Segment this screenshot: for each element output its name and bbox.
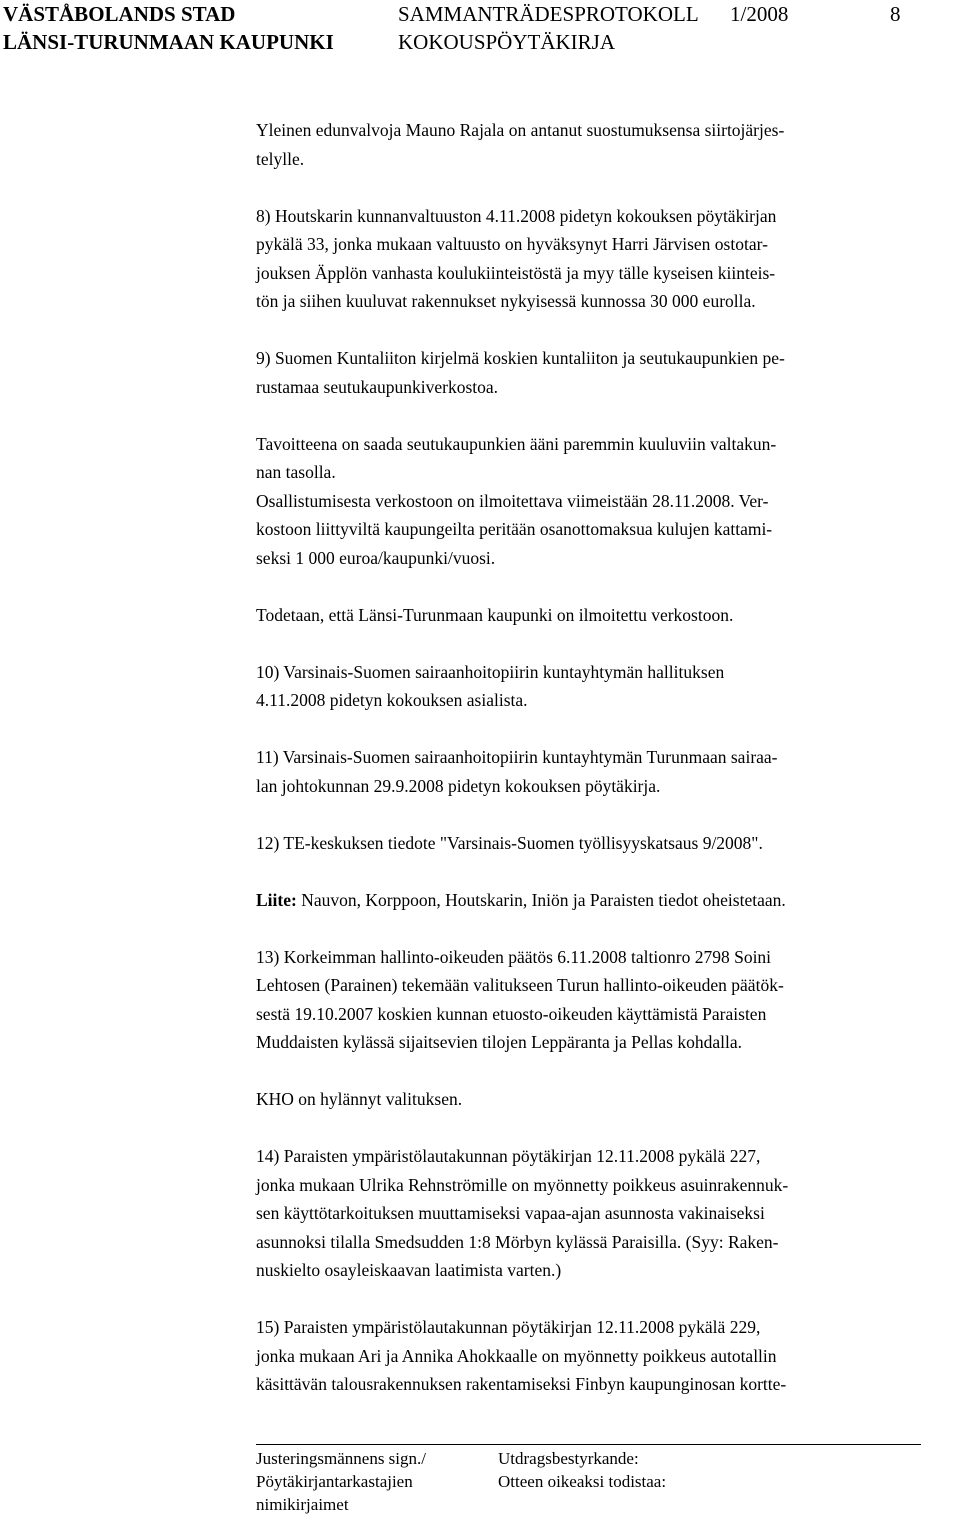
paragraph: 11) Varsinais-Suomen sairaanhoitopiirin kuntayhtymän Turunmaan sairaa- lan johtokunnan 29.9.2008 pidetyn kokouksen pöytäkirja.	[256, 747, 778, 796]
paragraph: Todetaan, että Länsi-Turunmaan kaupunki on ilmoitettu verkostoon.	[256, 604, 734, 625]
paragraph: Osallistumisesta verkostoon on ilmoitettava viimeistään 28.11.2008. Ver- kostoon liittyviltä kaupungeilta peritään osanottomaksua kulujen kattami- seksi 1 000 euroa/kaupunki/vuosi.	[256, 490, 773, 568]
protocol-number: 1/2008	[730, 2, 789, 26]
paragraph: 15) Paraisten ympäristölautakunnan pöytäkirjan 12.11.2008 pykälä 229, jonka mukaan Ari ja Annika Ahokkaalle on myönnetty poikkeus autotallin käsittävän talousrakennuksen rakentamiseksi Finbyn kaupunginosan kortte-	[256, 1317, 787, 1394]
signature-label-swedish: Justeringsmännens sign./	[256, 1449, 426, 1468]
doc-type-swedish: SAMMANTRÄDESPROTOKOLL	[398, 2, 699, 26]
doc-type-finnish: KOKOUSPÖYTÄKIRJA	[398, 30, 616, 54]
document-body	[256, 116, 956, 1399]
page-number: 8	[890, 2, 901, 26]
org-name-swedish: VÄSTÅBOLANDS STAD	[3, 2, 236, 26]
paragraph: KHO on hylännyt valituksen.	[256, 1089, 463, 1109]
paragraph: 9) Suomen Kuntaliiton kirjelmä koskien kuntaliiton ja seutukaupunkien pe- rustamaa seutukaupunkiverkostoa.	[256, 348, 785, 397]
signature-label-finnish: Pöytäkirjantarkastajien	[256, 1472, 413, 1491]
paragraph: Tavoitteena on saada seutukaupunkien ääni paremmin kuuluviin valtakun- nan tasolla.	[256, 433, 777, 482]
paragraph: 10) Varsinais-Suomen sairaanhoitopiirin kuntayhtymän hallituksen 4.11.2008 pidetyn kokouksen asialista.	[256, 661, 725, 710]
org-name-finnish: LÄNSI-TURUNMAAN KAUPUNKI	[3, 30, 334, 54]
paragraph: Yleinen edunvalvoja Mauno Rajala on antanut suostumuksensa siirtojärjes- telylle.	[256, 120, 785, 169]
signature-label-finnish-2: nimikirjaimet	[256, 1495, 349, 1514]
attachment-note	[256, 886, 956, 915]
paragraph: 12) TE-keskuksen tiedote "Varsinais-Suomen työllisyyskatsaus 9/2008".	[256, 832, 763, 853]
attachment-label: Liite:	[256, 889, 297, 910]
certification-label-swedish: Utdragsbestyrkande:	[498, 1449, 639, 1468]
paragraph: 13) Korkeimman hallinto-oikeuden päätös 6.11.2008 taltionro 2798 Soini Lehtosen (Parainen) tekemään valitukseen Turun hallinto-oikeuden päätök- sestä 19.10.2007 koskien kunnan etuosto-oikeuden käyttämistä Paraisten Muddaisten kylässä sijaitsevien tilojen Leppäranta ja Pellas kohdalla.	[256, 946, 784, 1052]
certification-label-finnish: Otteen oikeaksi todistaa:	[498, 1472, 667, 1491]
attachment-text: Nauvon, Korppoon, Houtskarin, Iniön ja Paraisten tiedot oheistetaan.	[296, 889, 786, 910]
signature-line	[256, 1444, 806, 1445]
paragraph: 14) Paraisten ympäristölautakunnan pöytäkirjan 12.11.2008 pykälä 227, jonka mukaan Ulrika Rehnströmille on myönnetty poikkeus asuinrakennuk- sen käyttötarkoituksen muuttamiseksi vapaa-ajan asunnosta vakinaiseksi asunnoksi tilalla Smedsudden 1:8 Mörbyn kylässä Paraisilla. (Syy: Raken- nuskielto osayleiskaavan laatimista varten.)	[256, 1146, 789, 1280]
paragraph: 8) Houtskarin kunnanvaltuuston 4.11.2008 pidetyn kokouksen pöytäkirjan pykälä 33, jonka mukaan valtuusto on hyväksynyt Harri Järvisen ostotar- jouksen Äpplön vanhasta koulukiinteistöstä ja myy tälle kyseisen kiinteis- tön ja siihen kuuluvat rakennukset nykyisessä kunnossa 30 000 eurolla.	[256, 205, 777, 311]
signature-line	[806, 1444, 921, 1445]
